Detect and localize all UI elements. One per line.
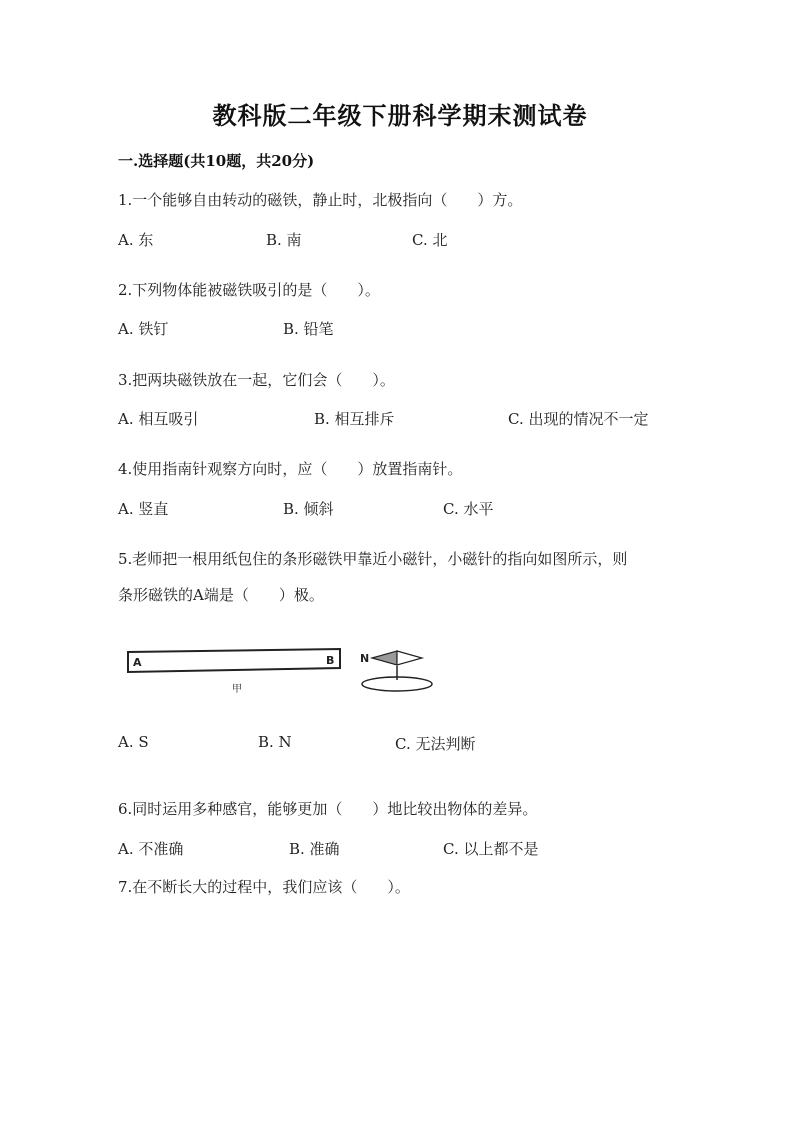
q3-option-b: B. 相互排斥 (314, 410, 395, 428)
question-5-line-1: 5.老师把一根用纸包住的条形磁铁甲靠近小磁针，小磁针的指向如图所示，则 (118, 550, 628, 568)
question-6: 6.同时运用多种感官，能够更加（ ）地比较出物体的差异。 (118, 800, 538, 818)
needle-north-half (372, 651, 397, 665)
q5-option-c: C. 无法判断 (395, 735, 476, 753)
magnet-figure (120, 640, 440, 700)
question-2: 2.下列物体能被磁铁吸引的是（ ）。 (118, 281, 380, 299)
bar-magnet (128, 649, 340, 672)
q1-option-a: A. 东 (118, 231, 154, 249)
q4-option-a: A. 竖直 (118, 500, 169, 518)
section-heading: 一.选择题(共10题，共20分) (118, 152, 315, 170)
q6-option-c: C. 以上都不是 (443, 840, 539, 858)
question-3: 3.把两块磁铁放在一起，它们会（ ）。 (118, 371, 395, 389)
q6-option-a: A. 不准确 (118, 840, 184, 858)
q5-option-b: B. N (258, 733, 292, 751)
question-5-line-2: 条形磁铁的A端是（ ）极。 (118, 586, 324, 604)
bar-label: 甲 (232, 684, 242, 695)
q6-option-b: B. 准确 (289, 840, 340, 858)
question-1: 1.一个能够自由转动的磁铁，静止时，北极指向（ ）方。 (118, 191, 523, 209)
bar-end-a-label: A (133, 656, 142, 669)
needle-south-half (397, 651, 422, 665)
q4-option-c: C. 水平 (443, 500, 494, 518)
q2-option-a: A. 铁钉 (118, 320, 169, 338)
q1-option-c: C. 北 (412, 231, 448, 249)
q3-option-c: C. 出现的情况不一定 (508, 410, 649, 428)
q3-option-a: A. 相互吸引 (118, 410, 199, 428)
q4-option-b: B. 倾斜 (283, 500, 334, 518)
question-7: 7.在不断长大的过程中，我们应该（ ）。 (118, 878, 410, 896)
q5-option-a: A. S (118, 733, 149, 751)
bar-end-b-label: B (326, 654, 335, 667)
needle-n-label: N (360, 652, 370, 665)
q1-option-b: B. 南 (266, 231, 302, 249)
q2-option-b: B. 铅笔 (283, 320, 334, 338)
question-4: 4.使用指南针观察方向时，应（ ）放置指南针。 (118, 460, 463, 478)
page-title: 教科版二年级下册科学期末测试卷 (212, 101, 588, 130)
